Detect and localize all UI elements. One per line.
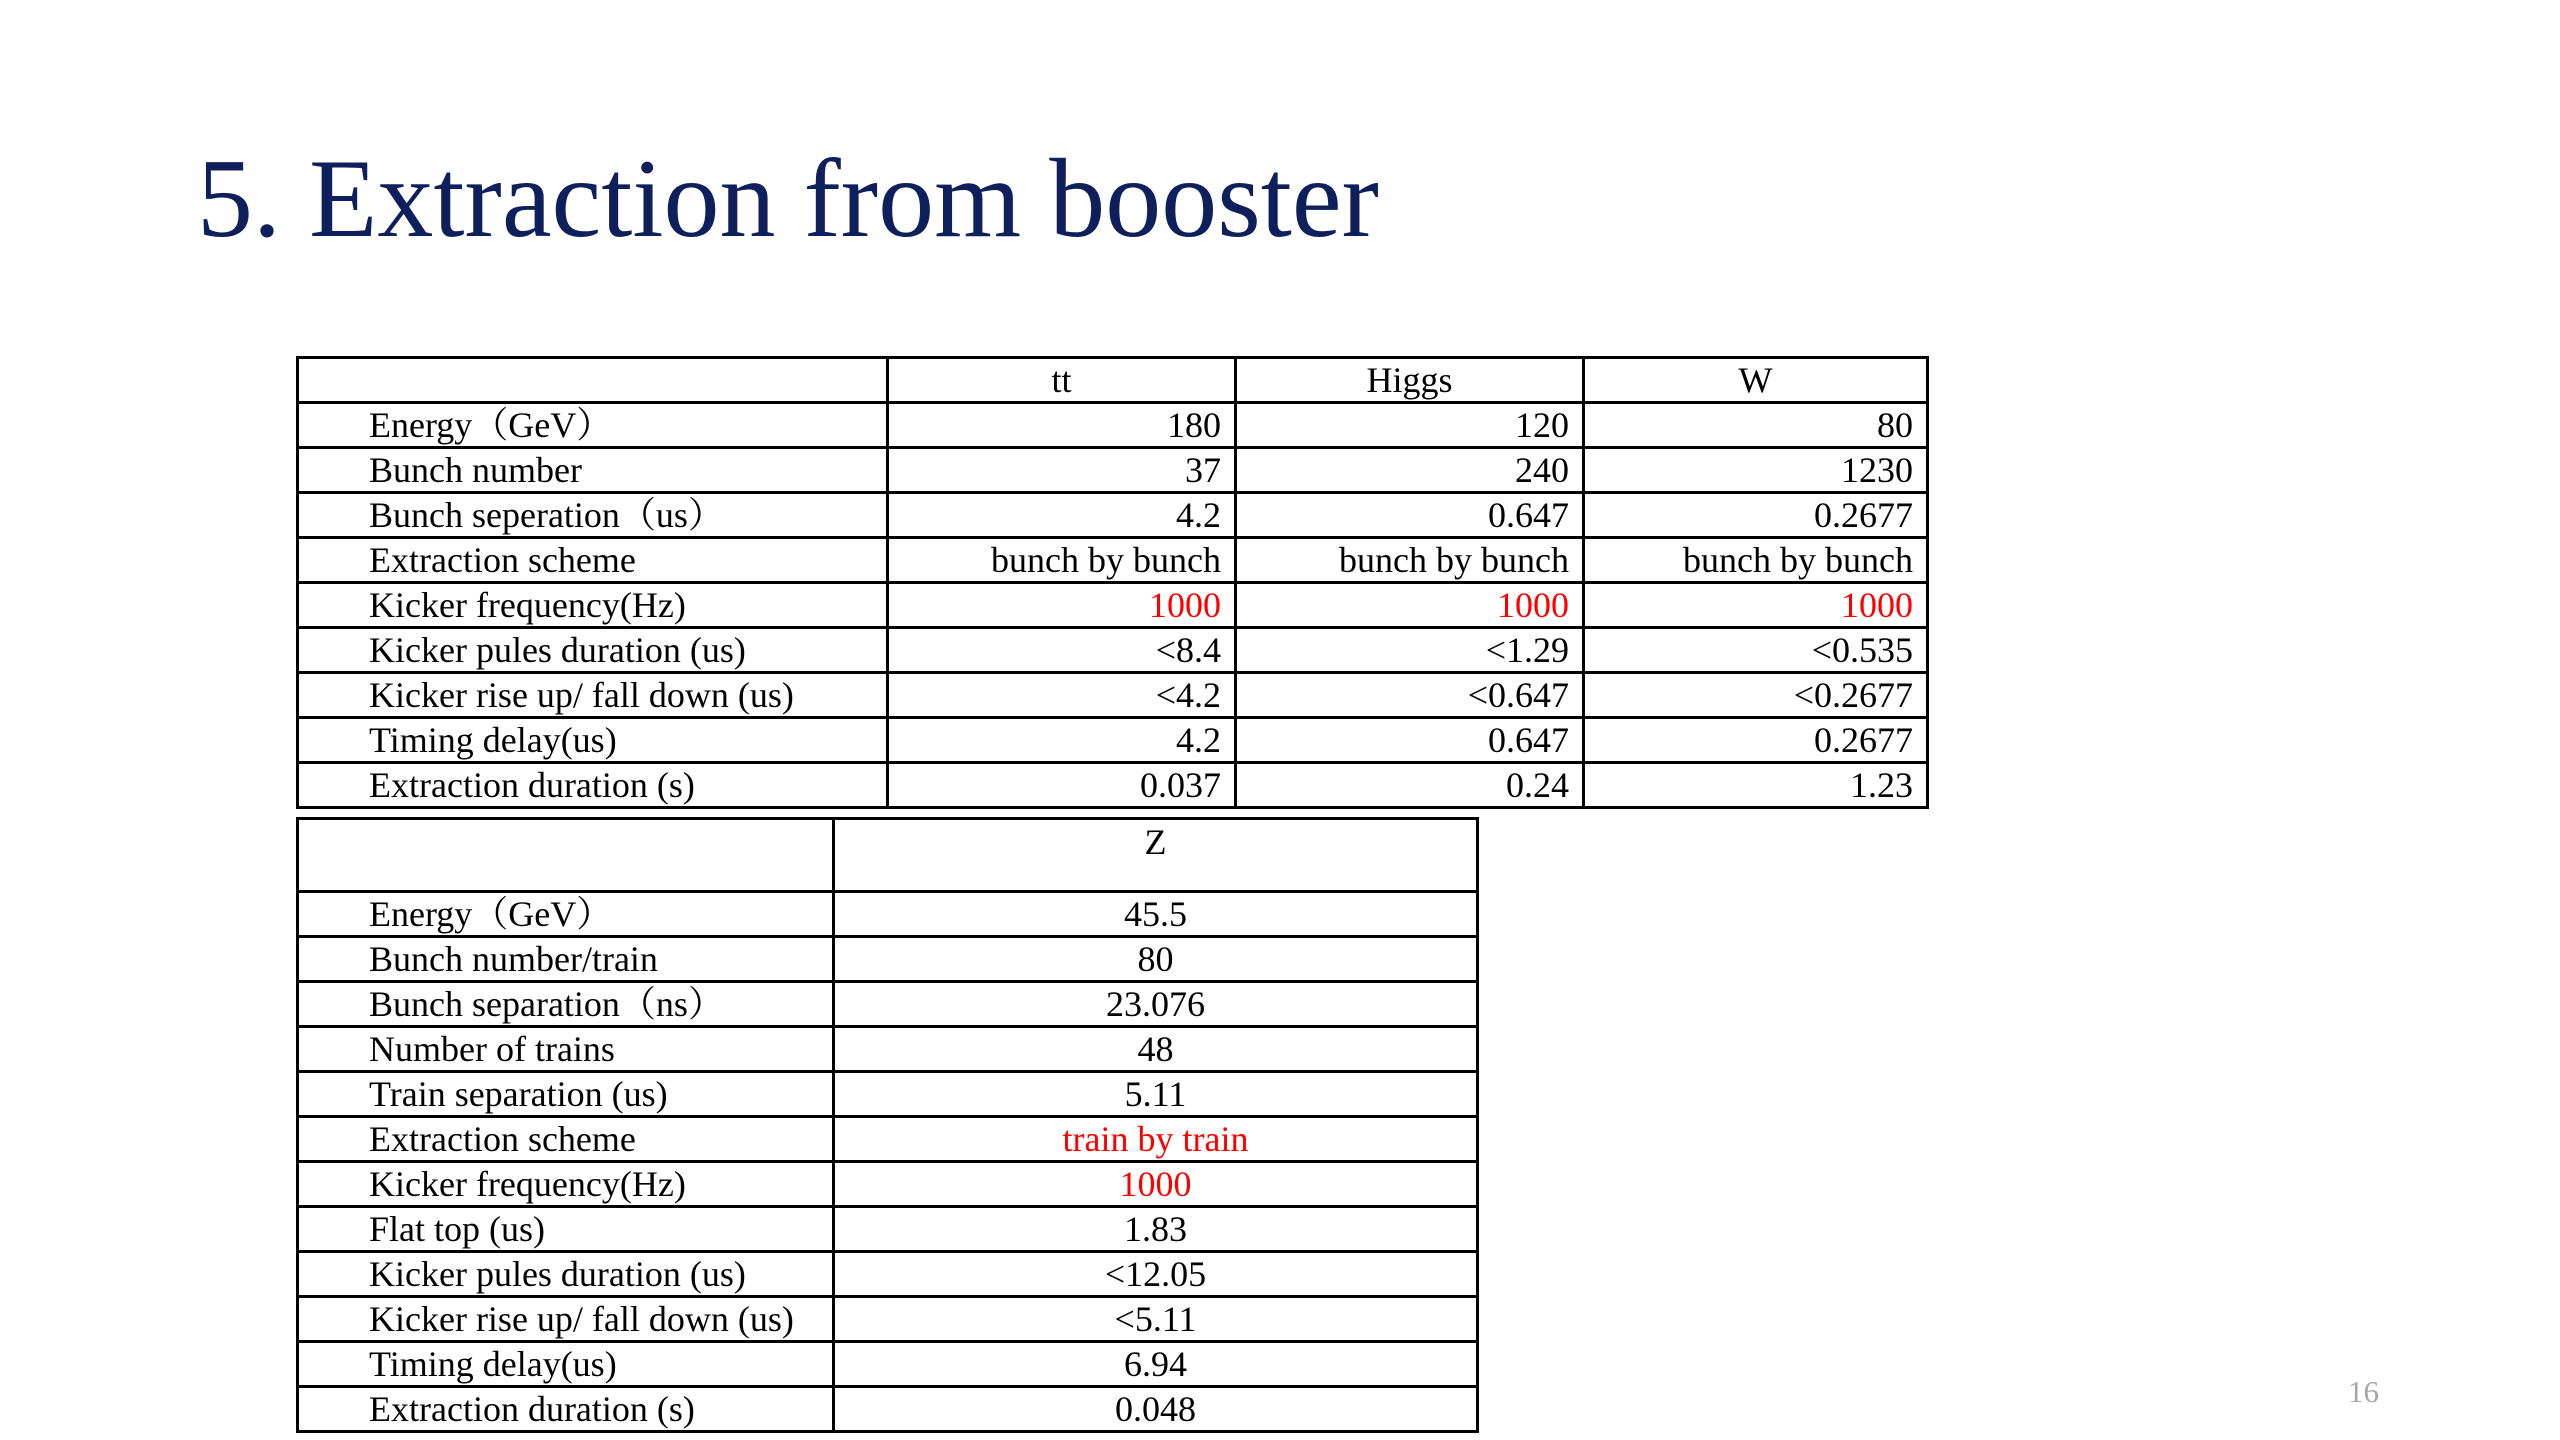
row-label: Extraction duration (s) [298, 763, 888, 808]
cell-tt: 4.2 [888, 718, 1236, 763]
table-row [298, 763, 1928, 808]
cell-tt: <4.2 [888, 673, 1236, 718]
header-corner-cell [298, 819, 834, 892]
cell-w: bunch by bunch [1584, 538, 1928, 583]
cell-w: <0.535 [1584, 628, 1928, 673]
row-label: Bunch seperation（us） [298, 493, 888, 538]
parameters-table-z [296, 817, 1479, 1433]
cell-higgs: 1000 [1236, 583, 1584, 628]
cell-tt: 37 [888, 448, 1236, 493]
header-corner-cell [298, 358, 888, 403]
table-row [298, 892, 1478, 937]
parameters-table-tt-higgs-w [296, 356, 1929, 809]
cell-z: 45.5 [834, 892, 1478, 937]
cell-tt: 4.2 [888, 493, 1236, 538]
cell-w: 0.2677 [1584, 493, 1928, 538]
cell-z: 0.048 [834, 1387, 1478, 1432]
table-row [298, 1117, 1478, 1162]
header-tt: tt [888, 358, 1236, 403]
row-label: Extraction scheme [298, 1117, 834, 1162]
cell-z: 80 [834, 937, 1478, 982]
cell-higgs: 240 [1236, 448, 1584, 493]
table-row [298, 1207, 1478, 1252]
table-row [298, 538, 1928, 583]
cell-z: 6.94 [834, 1342, 1478, 1387]
cell-z: 23.076 [834, 982, 1478, 1027]
row-label: Energy（GeV） [298, 403, 888, 448]
table-header-row [298, 358, 1928, 403]
cell-w: <0.2677 [1584, 673, 1928, 718]
cell-tt: <8.4 [888, 628, 1236, 673]
table-row [298, 1342, 1478, 1387]
cell-z: 48 [834, 1027, 1478, 1072]
table-row [298, 1252, 1478, 1297]
header-higgs: Higgs [1236, 358, 1584, 403]
slide-title: 5. Extraction from booster [197, 137, 1379, 261]
row-label: Kicker rise up/ fall down (us) [298, 673, 888, 718]
table-row [298, 583, 1928, 628]
cell-z: <5.11 [834, 1297, 1478, 1342]
cell-higgs: 0.24 [1236, 763, 1584, 808]
cell-w: 80 [1584, 403, 1928, 448]
table-row [298, 493, 1928, 538]
row-label: Bunch number [298, 448, 888, 493]
row-label: Kicker pules duration (us) [298, 628, 888, 673]
cell-tt: 1000 [888, 583, 1236, 628]
row-label: Timing delay(us) [298, 1342, 834, 1387]
cell-higgs: <0.647 [1236, 673, 1584, 718]
cell-w: 1000 [1584, 583, 1928, 628]
table-row [298, 673, 1928, 718]
cell-higgs: 0.647 [1236, 718, 1584, 763]
cell-higgs: <1.29 [1236, 628, 1584, 673]
row-label: Extraction scheme [298, 538, 888, 583]
cell-w: 1.23 [1584, 763, 1928, 808]
row-label: Timing delay(us) [298, 718, 888, 763]
header-w: W [1584, 358, 1928, 403]
cell-z: 5.11 [834, 1072, 1478, 1117]
row-label: Kicker rise up/ fall down (us) [298, 1297, 834, 1342]
cell-higgs: 120 [1236, 403, 1584, 448]
page-number: 16 [2348, 1374, 2379, 1409]
table-row [298, 448, 1928, 493]
table-row [298, 1162, 1478, 1207]
table-row [298, 1387, 1478, 1432]
cell-tt: bunch by bunch [888, 538, 1236, 583]
cell-z: train by train [834, 1117, 1478, 1162]
table-header-row [298, 819, 1478, 892]
cell-tt: 180 [888, 403, 1236, 448]
table-row [298, 1072, 1478, 1117]
table-row [298, 403, 1928, 448]
cell-w: 1230 [1584, 448, 1928, 493]
cell-w: 0.2677 [1584, 718, 1928, 763]
row-label: Train separation (us) [298, 1072, 834, 1117]
row-label: Flat top (us) [298, 1207, 834, 1252]
table-row [298, 628, 1928, 673]
row-label: Bunch separation（ns） [298, 982, 834, 1027]
table-row [298, 1027, 1478, 1072]
table-row [298, 1297, 1478, 1342]
cell-higgs: 0.647 [1236, 493, 1584, 538]
table-row [298, 718, 1928, 763]
cell-z: <12.05 [834, 1252, 1478, 1297]
cell-tt: 0.037 [888, 763, 1236, 808]
header-z: Z [834, 819, 1478, 892]
cell-higgs: bunch by bunch [1236, 538, 1584, 583]
row-label: Kicker frequency(Hz) [298, 1162, 834, 1207]
row-label: Number of trains [298, 1027, 834, 1072]
row-label: Extraction duration (s) [298, 1387, 834, 1432]
row-label: Bunch number/train [298, 937, 834, 982]
cell-z: 1000 [834, 1162, 1478, 1207]
table-row [298, 937, 1478, 982]
row-label: Kicker frequency(Hz) [298, 583, 888, 628]
table-row [298, 982, 1478, 1027]
row-label: Energy（GeV） [298, 892, 834, 937]
cell-z: 1.83 [834, 1207, 1478, 1252]
row-label: Kicker pules duration (us) [298, 1252, 834, 1297]
